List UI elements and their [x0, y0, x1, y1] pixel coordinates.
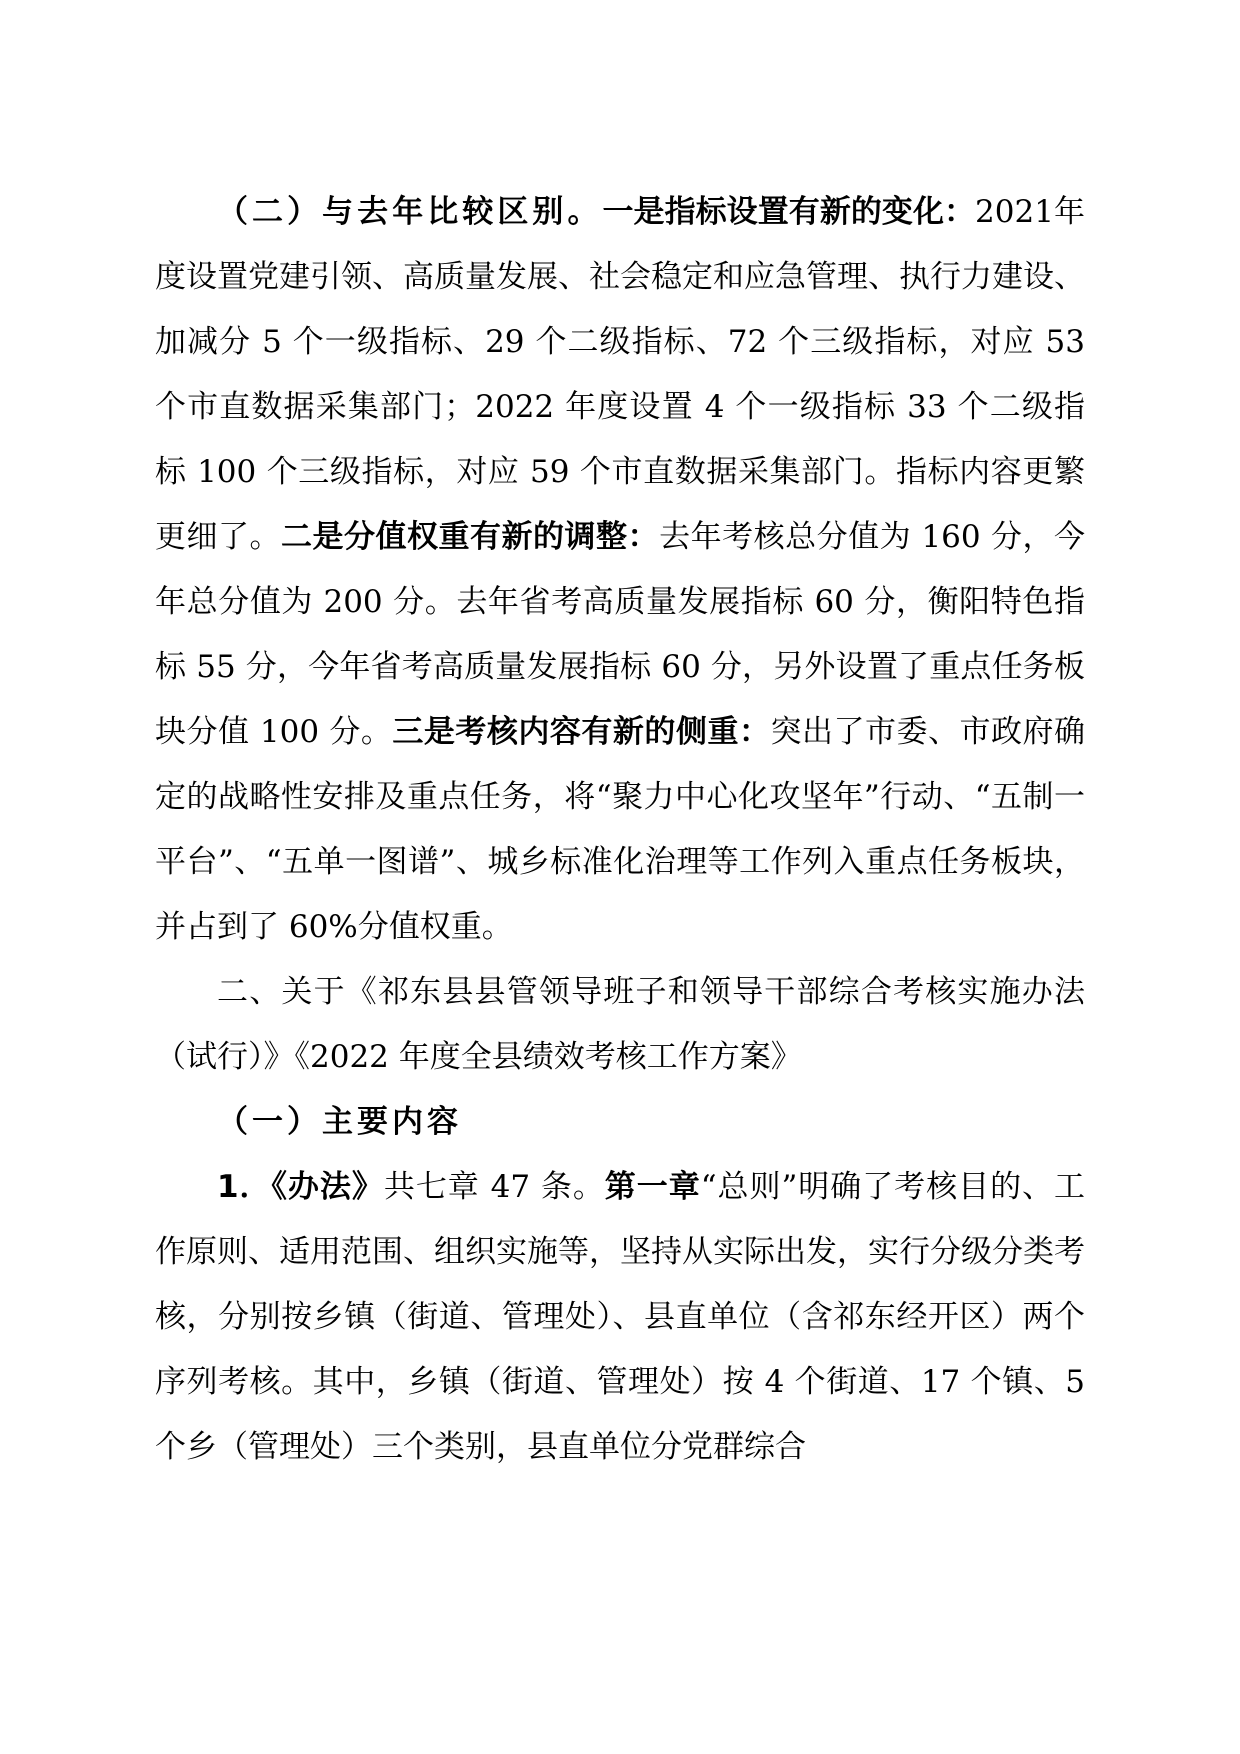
text-score-adjustment: 去年考核总分值为 160 分，今年总分值为 200 分。去年省考高质量发展指标 60 分，衡阳特色指标 55 分，今年省考高质量发展指标 60 分，另外设置了重点任务板块分值 100 分。 [155, 519, 1085, 750]
lead-score-adjustment: 二是分值权重有新的调整： [281, 519, 660, 555]
section-two-title: 二、关于《祁东县县管领导班子和领导干部综合考核实施办法（试行）》《2022 年度全县绩效考核工作方案》 [155, 974, 1085, 1075]
lead-measures: 1．《办法》 [217, 1169, 384, 1205]
paragraph-main-content-heading [155, 1090, 1085, 1155]
paragraph-section-two [155, 960, 1085, 1090]
text-chapter-one: “总则”明确了考核目的、工作原则、适用范围、组织实施等，坚持从实际出发，实行分级分类考核，分别按乡镇（街道、管理处）、县直单位（含祁东经开区）两个序列考核。其中，乡镇（街道、管理处）按 4 个街道、17 个镇、5 个乡（管理处）三个类别，县直单位分党群综合 [155, 1169, 1085, 1465]
text-indicator-changes: 2021年度设置党建引领、高质量发展、社会稳定和应急管理、执行力建设、加减分 5 个一级指标、29 个二级指标、72 个三级指标，对应 53 个市直数据采集部门；2022 年度设置 4 个一级指标 33 个二级指标 100 个三级指标，对应 59 个市直数据采集部门。指标内容更繁更细了。 [155, 194, 1085, 555]
text-measures-count: 共七章 47 条。 [383, 1169, 605, 1205]
paragraph-measures [155, 1155, 1085, 1480]
lead-content-focus: 三是考核内容有新的侧重： [392, 714, 771, 750]
document-body [155, 180, 1085, 1480]
lead-chapter-one: 第一章 [604, 1169, 701, 1205]
paragraph-comparison [155, 180, 1085, 960]
section-heading-comparison: （二）与去年比较区别。 [217, 194, 603, 230]
text-content-focus: 突出了市委、市政府确定的战略性安排及重点任务，将“聚力中心化攻坚年”行动、“五制一平台”、“五单一图谱”、城乡标准化治理等工作列入重点任务板块，并占到了 60%分值权重。 [155, 714, 1085, 945]
section-heading-main-content: （一）主要内容 [217, 1104, 462, 1140]
lead-indicator-changes: 一是指标设置有新的变化： [602, 194, 976, 230]
